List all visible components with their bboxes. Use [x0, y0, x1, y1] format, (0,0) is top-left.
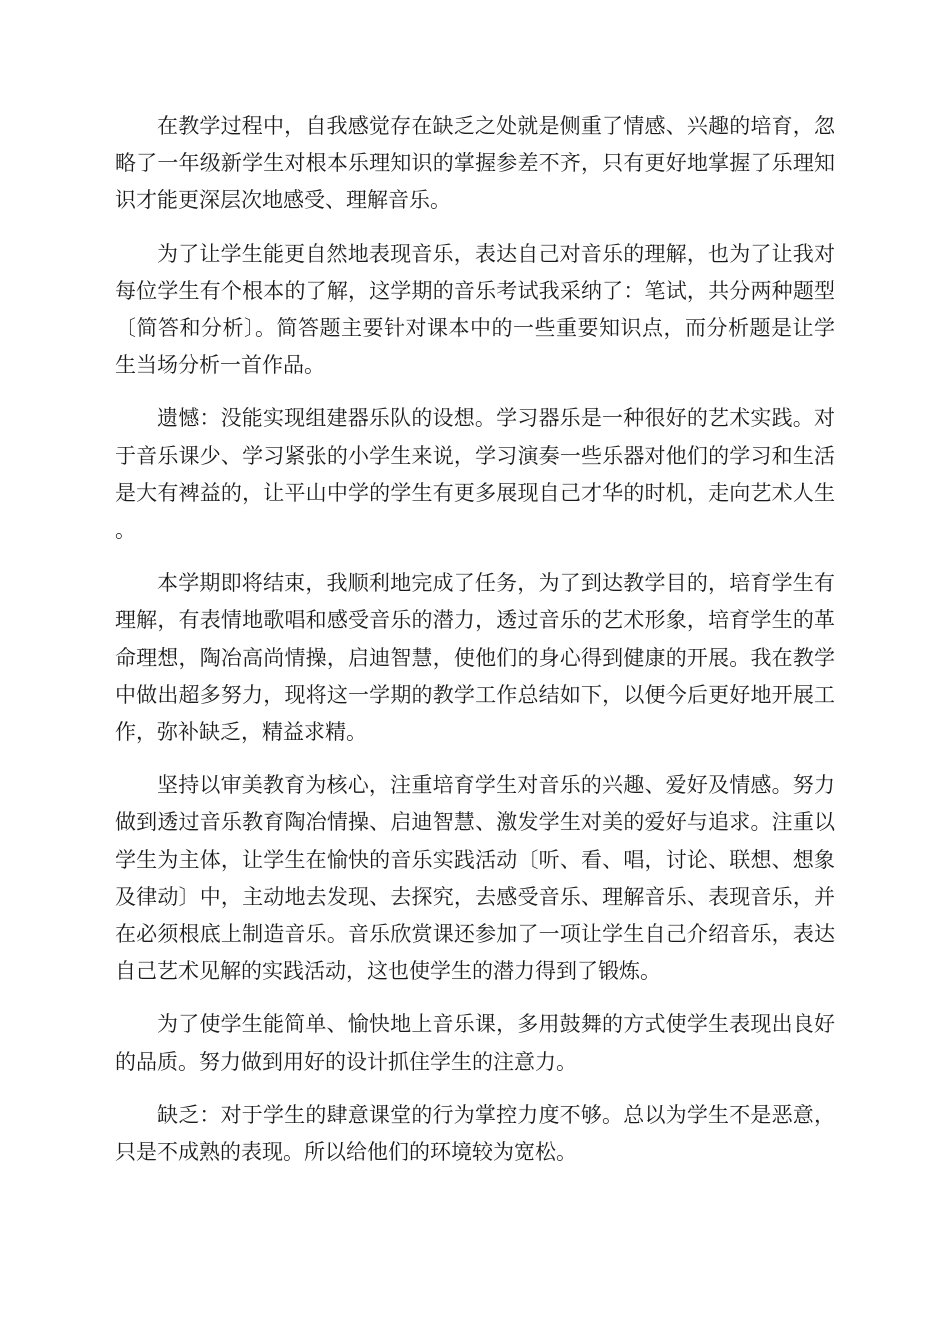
paragraph-4: 本学期即将结束，我顺利地完成了任务，为了到达教学目的，培育学生有理解，有表情地歌唱和感受音乐的潜力，透过音乐的艺术形象，培育学生的革命理想，陶冶高尚情操，启迪智慧，使他们的身心得到健康的开展。我在教学中做出超多努力，现将这一学期的教学工作总结如下，以便今后更好地开展工作，弥补缺乏，精益求精。 [115, 571, 835, 745]
document-body [115, 108, 835, 1187]
paragraph-2: 为了让学生能更自然地表现音乐，表达自己对音乐的理解，也为了让我对每位学生有个根本的了解，这学期的音乐考试我采纳了：笔试，共分两种题型〔简答和分析〕。简答题主要针对课本中的一些重要知识点，而分析题是让学生当场分析一首作品。 [115, 241, 835, 378]
paragraph-3: 遗憾：没能实现组建器乐队的设想。学习器乐是一种很好的艺术实践。对于音乐课少、学习紧张的小学生来说，学习演奏一些乐器对他们的学习和生活是大有裨益的，让平山中学的学生有更多展现自己才华的时机，走向艺术人生。 [115, 406, 835, 543]
paragraph-6: 为了使学生能简单、愉快地上音乐课，多用鼓舞的方式使学生表现出良好的品质。努力做到用好的设计抓住学生的注意力。 [115, 1012, 835, 1074]
paragraph-5: 坚持以审美教育为核心，注重培育学生对音乐的兴趣、爱好及情感。努力做到透过音乐教育陶冶情操、启迪智慧、激发学生对美的爱好与追求。注重以学生为主体，让学生在愉快的音乐实践活动〔听、看、唱，讨论、联想、想象及律动〕中，主动地去发现、去探究，去感受音乐、理解音乐、表现音乐，并在必须根底上制造音乐。音乐欣赏课还参加了一项让学生自己介绍音乐，表达自己艺术见解的实践活动，这也使学生的潜力得到了锻炼。 [115, 773, 835, 984]
paragraph-1: 在教学过程中，自我感觉存在缺乏之处就是侧重了情感、兴趣的培育，忽略了一年级新学生对根本乐理知识的掌握参差不齐，只有更好地掌握了乐理知识才能更深层次地感受、理解音乐。 [115, 114, 835, 213]
paragraph-7: 缺乏：对于学生的肆意课堂的行为掌控力度不够。总以为学生不是恶意，只是不成熟的表现。所以给他们的环境较为宽松。 [115, 1102, 835, 1165]
